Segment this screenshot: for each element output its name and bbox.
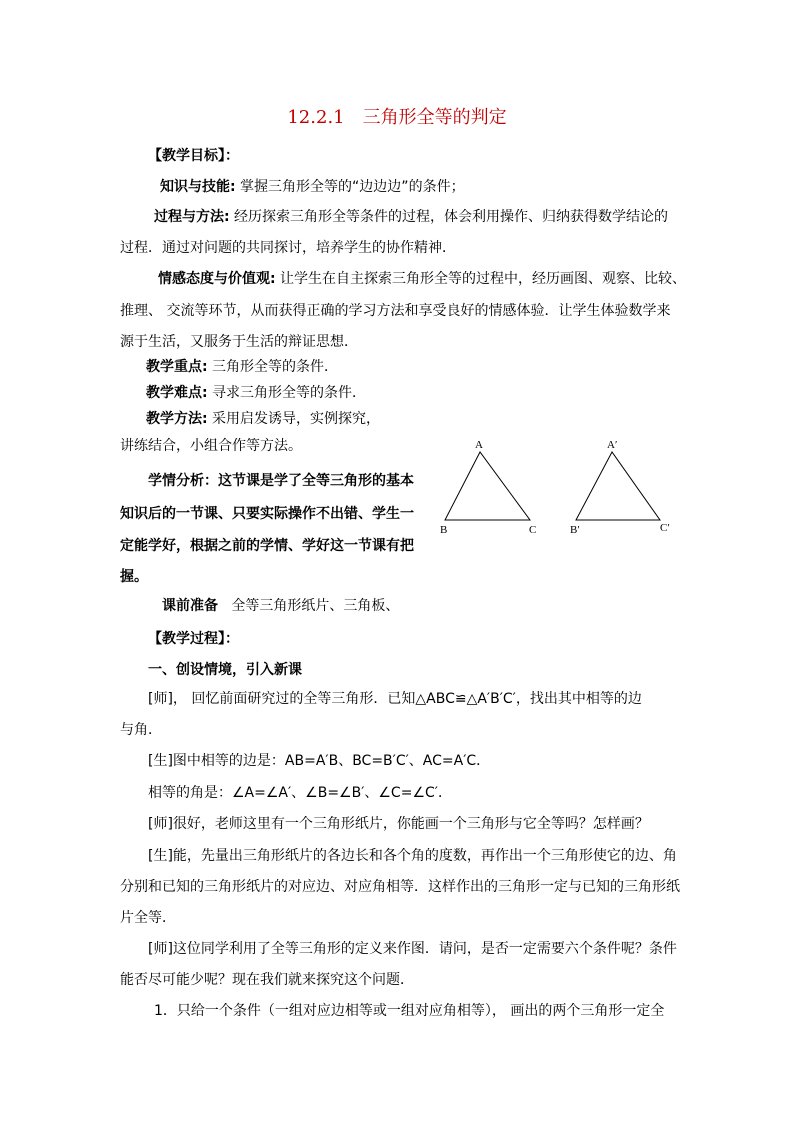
difficulty-label: 教学难点:: [146, 385, 208, 401]
vertex-c-prime-label: C′: [660, 522, 670, 534]
knowledge-line: [160, 178, 465, 196]
method-line-2: 讲练结合，小组合作等方法。: [120, 438, 302, 454]
emotion-line-3: 源于生活，又服务于生活的辩证思想．: [120, 334, 358, 350]
triangle-abc: [440, 439, 536, 536]
knowledge-label: 知识与技能:: [160, 179, 236, 195]
process-label: 过程与方法:: [154, 209, 230, 225]
difficulty-text: 寻求三角形全等的条件．: [207, 385, 367, 401]
emotion-line-1: [158, 270, 686, 288]
triangle-abc-prime: [570, 439, 670, 536]
analysis-line-3: 定能学好，根据之前的学情、学好这一节课有把: [120, 538, 414, 554]
analysis-line-4: 握。: [120, 569, 148, 585]
paragraph-2: [生]图中相等的边是：AB=A′B、BC=B′C′、AC=A′C．: [148, 753, 491, 769]
paragraph-5-line-1: [生]能，先量出三角形纸片的各边长和各个角的度数，再作出一个三角形使它的边、角: [148, 848, 677, 864]
paragraph-1-line-1: [师]， 回忆前面研究过的全等三角形．已知△ABC≌△A′B′C′，找出其中相等的边: [148, 691, 642, 707]
analysis-label: 学情分析：: [148, 473, 218, 489]
paragraph-4: [师]很好，老师这里有一个三角形纸片，你能画一个三角形与它全等吗？怎样画？: [148, 816, 649, 832]
process-text-1: 经历探索三角形全等条件的过程，体会利用操作、归纳获得数学结论的: [229, 209, 669, 225]
method-label: 教学方法:: [146, 411, 208, 427]
focus-line: [146, 358, 338, 376]
knowledge-text: 掌握三角形全等的“边边边”的条件；: [235, 179, 465, 195]
focus-label: 教学重点:: [146, 359, 208, 375]
paragraph-6-line-2: 能否尽可能少呢？现在我们就来探究这个问题．: [120, 972, 414, 988]
emotion-label: 情感态度与价值观:: [158, 271, 276, 287]
vertex-b-label: B: [440, 524, 448, 536]
document-title: 12.2.1 三角形全等的判定: [287, 107, 507, 128]
paragraph-3: 相等的角是：∠A=∠A′、∠B=∠B′、∠C=∠C′．: [148, 785, 452, 801]
vertex-a-label: A: [475, 439, 483, 451]
difficulty-line: [146, 384, 366, 402]
paragraph-5-line-3: 片全等．: [120, 910, 176, 926]
preparation-label: 课前准备: [162, 598, 218, 614]
paragraph-7: 1．只给一个条件（一组对应边相等或一组对应角相等）， 画出的两个三角形一定全: [154, 1003, 665, 1019]
vertex-a-prime-label: A′: [607, 439, 618, 451]
section-1-heading: 一、创设情境，引入新课: [148, 662, 302, 678]
triangle-abc-prime-shape: [576, 452, 660, 520]
triangle-abc-shape: [445, 452, 530, 520]
vertex-b-prime-label: B′: [570, 524, 580, 536]
congruent-triangles-figure: [430, 432, 690, 542]
method-text: 采用启发诱导，实例探究，: [207, 411, 381, 427]
process-heading: 【教学过程】：: [148, 631, 239, 647]
analysis-line-1: [148, 472, 414, 490]
paragraph-5-line-2: 分别和已知的三角形纸片的对应边、对应角相等．这样作出的三角形一定与已知的三角形纸: [120, 879, 680, 895]
analysis-line-2: 知识后的一节课、只要实际操作不出错、学生一: [120, 506, 414, 522]
vertex-c-label: C: [529, 524, 537, 536]
focus-text: 三角形全等的条件．: [207, 359, 339, 375]
emotion-line-2: 推理、 交流等环节，从而获得正确的学习方法和享受良好的情感体验．让学生体验数学来: [120, 303, 671, 319]
preparation-text: 全等三角形纸片、三角板、: [231, 598, 400, 614]
process-line-1: [154, 208, 668, 226]
method-line: [146, 410, 380, 428]
paragraph-1-line-2: 与角．: [120, 722, 162, 738]
analysis-text-1: 这节课是学了全等三角形的基本: [218, 473, 414, 489]
preparation-line: [162, 597, 399, 615]
emotion-text-1: 让学生在自主探索三角形全等的过程中，经历画图、观察、比较、: [275, 271, 687, 287]
objectives-heading: 【教学目标】：: [148, 148, 239, 164]
process-line-2: 过程．通过对问题的共同探讨，培养学生的协作精神．: [120, 240, 456, 256]
paragraph-6-line-1: [师]这位同学利用了全等三角形的定义来作图．请问，是否一定需要六个条件呢？条件: [148, 941, 677, 957]
